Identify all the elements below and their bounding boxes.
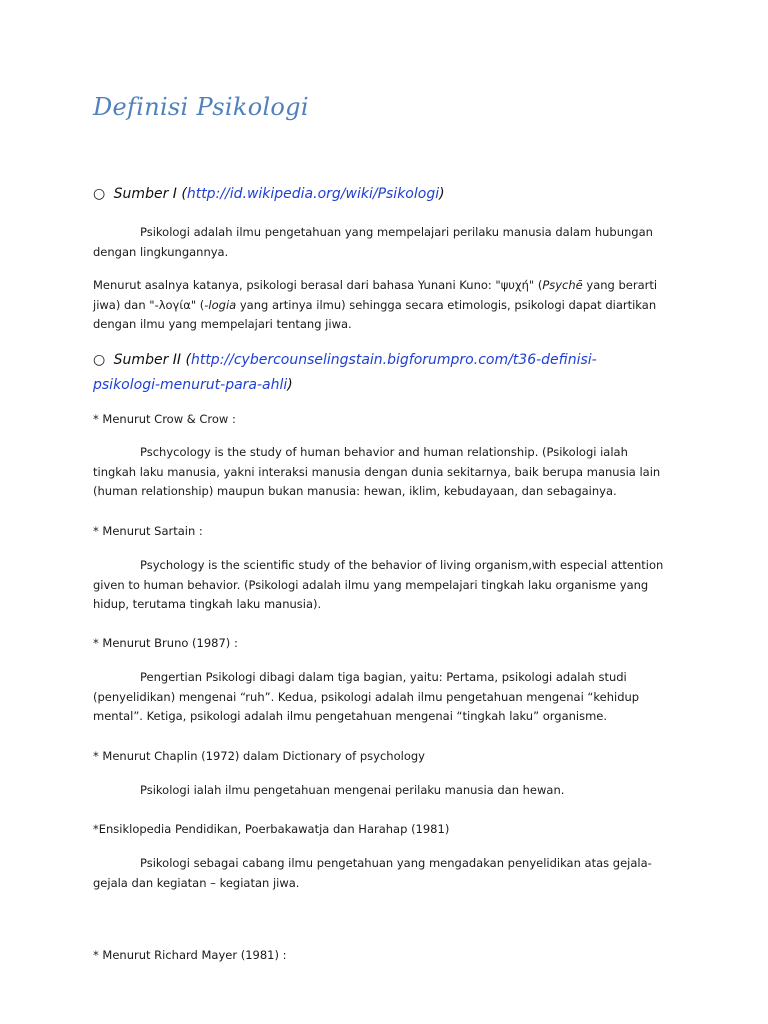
source-2-link-line2[interactable]: psikologi-menurut-para-ahli [93, 377, 288, 393]
etymology-logia: -logia [204, 297, 237, 312]
source-1-link[interactable]: http://id.wikipedia.org/wiki/Psikologi [186, 186, 440, 202]
paragraph-definition: Psikologi adalah ilmu pengetahuan yang mempelajari perilaku manusia dalam hubungan dengan lingkungannya. [93, 225, 653, 259]
expert-label-chaplin: * Menurut Chaplin (1972) dalam Dictionary of psychology [93, 749, 425, 763]
source-2-heading [93, 348, 693, 398]
bullet-icon: ○ [93, 352, 106, 368]
expert-text-chaplin: Psikologi ialah ilmu pengetahuan mengenai perilaku manusia dan hewan. [140, 783, 565, 797]
expert-label-sartain: * Menurut Sartain : [93, 524, 203, 538]
paragraph-etymology [93, 276, 668, 335]
expert-label-bruno: * Menurut Bruno (1987) : [93, 636, 238, 650]
etymology-text-a: Menurut asalnya katanya, psikologi berasal dari bahasa Yunani Kuno: "ψυχή" ( [93, 278, 543, 292]
source-2-label: Sumber II ( [113, 352, 191, 368]
expert-label-ensiklopedia: *Ensiklopedia Pendidikan, Poerbakawatja dan Harahap (1981) [93, 822, 450, 836]
expert-text-crow: Pschycology is the study of human behavior and human relationship. (Psikologi ialah tingkah laku manusia, yakni interaksi manusia dengan dunia sekitarnya, baik berupa manusia lain (human relationship) maupun bukan manusia: hewan, iklim, kebudayaan, dan sebagainya. [93, 445, 661, 498]
etymology-text-c: yang artinya ilmu) sehingga secara etimologis, psikologi dapat diartikan dengan ilmu yang mempelajari tentang jiwa. [93, 297, 657, 331]
expert-text-sartain: Psychology is the scientific study of the behavior of living organism,with especial attention given to human behavior. (Psikologi adalah ilmu yang mempelajari tingkah laku organisme yang hidup, terutama tingkah laku manusia). [93, 558, 664, 611]
source-1-label: Sumber I ( [113, 186, 187, 202]
source-2-link-line1[interactable]: http://cybercounselingstain.bigforumpro.com/t36-definisi- [190, 352, 597, 368]
etymology-psyche: Psychē [542, 278, 583, 292]
bullet-icon: ○ [93, 186, 106, 202]
expert-label-crow: * Menurut Crow & Crow : [93, 412, 236, 426]
expert-label-mayer: * Menurut Richard Mayer (1981) : [93, 948, 287, 962]
expert-text-bruno: Pengertian Psikologi dibagi dalam tiga bagian, yaitu: Pertama, psikologi adalah studi (penyelidikan) mengenai “ruh”. Kedua, psikologi adalah ilmu pengetahuan mengenai “kehidup mental”. Ketiga, psikologi adalah ilmu pengetahuan mengenai “tingkah laku” organisme. [93, 670, 640, 723]
expert-text-ensiklopedia: Psikologi sebagai cabang ilmu pengetahuan yang mengadakan penyelidikan atas gejala-gejala dan kegiatan – kegiatan jiwa. [93, 856, 652, 890]
page-title: Definisi Psikologi [93, 93, 309, 121]
source-1-close: ) [439, 186, 445, 202]
source-1-heading [93, 182, 693, 207]
etymology-text-b: yang berarti jiwa) dan "-λογία" ( [93, 278, 658, 312]
source-2-close: ) [287, 377, 293, 393]
